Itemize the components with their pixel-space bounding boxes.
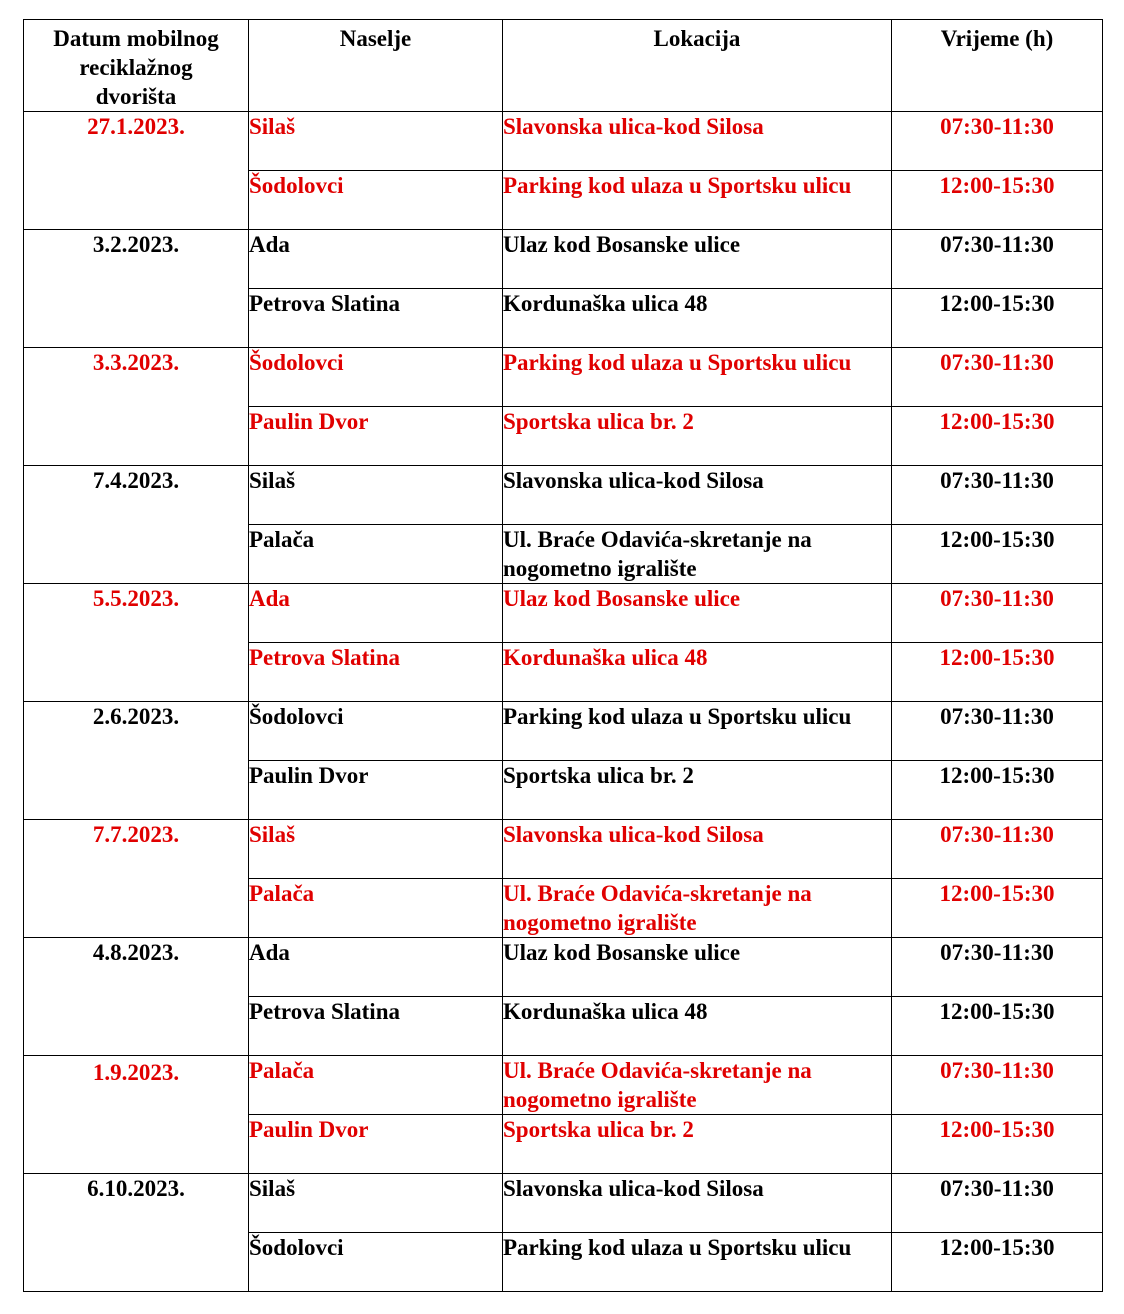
table-row xyxy=(24,820,1103,879)
location-cell: Ulaz kod Bosanske ulice xyxy=(503,584,892,643)
location-cell: Ul. Braće Odavića-skretanje na nogometno igralište xyxy=(503,1056,892,1115)
location-cell: Ulaz kod Bosanske ulice xyxy=(503,938,892,997)
place-cell: Palača xyxy=(249,525,503,584)
table-row xyxy=(24,466,1103,525)
table-header xyxy=(24,20,1103,112)
time-cell: 12:00-15:30 xyxy=(892,997,1103,1056)
time-cell: 07:30-11:30 xyxy=(892,938,1103,997)
time-cell: 07:30-11:30 xyxy=(892,820,1103,879)
location-cell: Kordunaška ulica 48 xyxy=(503,997,892,1056)
date-cell: 2.6.2023. xyxy=(24,702,249,820)
time-cell: 12:00-15:30 xyxy=(892,643,1103,702)
place-cell: Palača xyxy=(249,1056,503,1115)
location-cell: Parking kod ulaza u Sportsku ulicu xyxy=(503,1233,892,1292)
table-row xyxy=(24,230,1103,289)
location-cell: Slavonska ulica-kod Silosa xyxy=(503,1174,892,1233)
time-cell: 12:00-15:30 xyxy=(892,1233,1103,1292)
table-row xyxy=(24,112,1103,171)
location-cell: Sportska ulica br. 2 xyxy=(503,761,892,820)
time-cell: 07:30-11:30 xyxy=(892,1174,1103,1233)
time-cell: 07:30-11:30 xyxy=(892,466,1103,525)
time-cell: 07:30-11:30 xyxy=(892,112,1103,171)
table-row xyxy=(24,584,1103,643)
place-cell: Paulin Dvor xyxy=(249,1115,503,1174)
location-cell: Sportska ulica br. 2 xyxy=(503,407,892,466)
date-cell: 5.5.2023. xyxy=(24,584,249,702)
location-cell: Slavonska ulica-kod Silosa xyxy=(503,466,892,525)
date-cell: 27.1.2023. xyxy=(24,112,249,230)
header-time: Vrijeme (h) xyxy=(892,20,1103,112)
time-cell: 12:00-15:30 xyxy=(892,761,1103,820)
time-cell: 07:30-11:30 xyxy=(892,230,1103,289)
place-cell: Šodolovci xyxy=(249,171,503,230)
table-row xyxy=(24,1056,1103,1115)
table-row xyxy=(24,1174,1103,1233)
time-cell: 12:00-15:30 xyxy=(892,407,1103,466)
place-cell: Petrova Slatina xyxy=(249,643,503,702)
time-cell: 07:30-11:30 xyxy=(892,584,1103,643)
time-cell: 07:30-11:30 xyxy=(892,348,1103,407)
location-cell: Parking kod ulaza u Sportsku ulicu xyxy=(503,702,892,761)
place-cell: Šodolovci xyxy=(249,702,503,761)
place-cell: Paulin Dvor xyxy=(249,761,503,820)
table-row xyxy=(24,938,1103,997)
location-cell: Slavonska ulica-kod Silosa xyxy=(503,820,892,879)
date-cell: 3.3.2023. xyxy=(24,348,249,466)
location-cell: Ul. Braće Odavića-skretanje na nogometno igralište xyxy=(503,879,892,938)
date-cell: 7.4.2023. xyxy=(24,466,249,584)
place-cell: Silaš xyxy=(249,112,503,171)
date-cell: 4.8.2023. xyxy=(24,938,249,1056)
place-cell: Šodolovci xyxy=(249,348,503,407)
header-place: Naselje xyxy=(249,20,503,112)
location-cell: Parking kod ulaza u Sportsku ulicu xyxy=(503,171,892,230)
header-date: Datum mobilnog reciklažnog dvorišta xyxy=(24,20,249,112)
time-cell: 07:30-11:30 xyxy=(892,702,1103,761)
time-cell: 12:00-15:30 xyxy=(892,879,1103,938)
place-cell: Ada xyxy=(249,938,503,997)
place-cell: Petrova Slatina xyxy=(249,289,503,348)
place-cell: Silaš xyxy=(249,466,503,525)
table-body xyxy=(24,112,1103,1292)
place-cell: Paulin Dvor xyxy=(249,407,503,466)
date-cell: 6.10.2023. xyxy=(24,1174,249,1292)
date-cell: 1.9.2023. xyxy=(24,1056,249,1174)
location-cell: Ul. Braće Odavića-skretanje na nogometno igralište xyxy=(503,525,892,584)
location-cell: Slavonska ulica-kod Silosa xyxy=(503,112,892,171)
place-cell: Silaš xyxy=(249,820,503,879)
location-cell: Parking kod ulaza u Sportsku ulicu xyxy=(503,348,892,407)
location-cell: Sportska ulica br. 2 xyxy=(503,1115,892,1174)
place-cell: Palača xyxy=(249,879,503,938)
location-cell: Kordunaška ulica 48 xyxy=(503,289,892,348)
recycling-schedule-table xyxy=(23,19,1103,1292)
table-row xyxy=(24,702,1103,761)
time-cell: 07:30-11:30 xyxy=(892,1056,1103,1115)
time-cell: 12:00-15:30 xyxy=(892,1115,1103,1174)
place-cell: Petrova Slatina xyxy=(249,997,503,1056)
location-cell: Kordunaška ulica 48 xyxy=(503,643,892,702)
time-cell: 12:00-15:30 xyxy=(892,525,1103,584)
time-cell: 12:00-15:30 xyxy=(892,289,1103,348)
location-cell: Ulaz kod Bosanske ulice xyxy=(503,230,892,289)
time-cell: 12:00-15:30 xyxy=(892,171,1103,230)
place-cell: Šodolovci xyxy=(249,1233,503,1292)
date-cell: 3.2.2023. xyxy=(24,230,249,348)
header-location: Lokacija xyxy=(503,20,892,112)
place-cell: Silaš xyxy=(249,1174,503,1233)
place-cell: Ada xyxy=(249,584,503,643)
table-row xyxy=(24,348,1103,407)
place-cell: Ada xyxy=(249,230,503,289)
date-cell: 7.7.2023. xyxy=(24,820,249,938)
